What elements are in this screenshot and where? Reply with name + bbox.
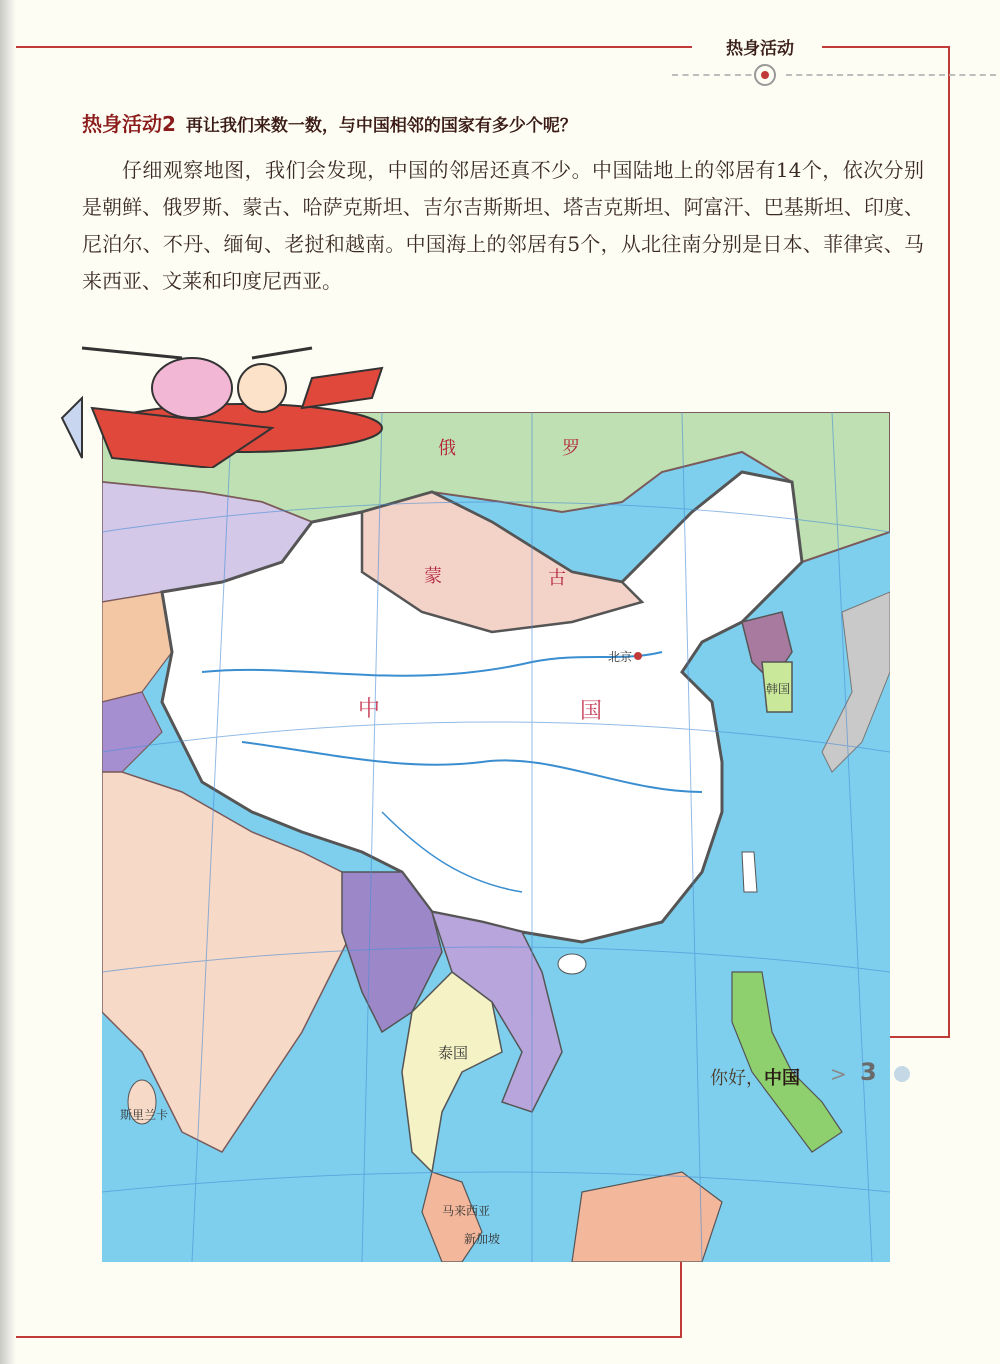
label-malaysia: 马来西亚 (442, 1204, 491, 1218)
activity-question: 再让我们来数一数，与中国相邻的国家有多少个呢？ (185, 116, 577, 136)
activity-heading (82, 108, 577, 137)
frame-top-border (16, 46, 692, 48)
label-korea: 韩国 (766, 682, 791, 696)
page-number: 3 (860, 1058, 877, 1086)
body-paragraph (82, 152, 924, 300)
label-china-1: 中 (358, 697, 383, 722)
book-spine-shadow (0, 0, 16, 1364)
label-mongolia-2: 古 (548, 568, 566, 589)
book-title-main: 中国 (764, 1068, 800, 1089)
page-dot-icon (894, 1066, 910, 1082)
section-tag: 热身活动 (726, 39, 794, 59)
activity-title: 热身活动2 (82, 112, 176, 136)
asia-map (102, 412, 890, 1262)
book-title-prefix: 你好， (710, 1068, 764, 1089)
map-graphic (102, 412, 890, 1262)
frame-top-border-right (822, 46, 950, 48)
book-title (710, 1064, 800, 1090)
label-sri-lanka: 斯里兰卡 (120, 1108, 169, 1122)
frame-right-border (948, 46, 950, 1036)
label-china-2: 国 (580, 699, 605, 724)
label-russia-1: 俄 (438, 438, 456, 459)
cartoon-plane-illustration (52, 318, 392, 468)
label-beijing: 北京 (608, 650, 633, 664)
label-russia-2: 罗 (562, 438, 580, 459)
label-mongolia-1: 蒙 (424, 566, 442, 587)
dashed-divider-right (786, 74, 996, 76)
dashed-divider (672, 74, 762, 76)
chevron-right-icon: > (830, 1062, 847, 1086)
label-thailand: 泰国 (438, 1044, 469, 1062)
target-circle-icon (754, 64, 776, 86)
label-singapore: 新加坡 (464, 1232, 501, 1246)
body-text: 仔细观察地图，我们会发现，中国的邻居还真不少。中国陆地上的邻居有14个，依次分别是朝鲜、俄罗斯、蒙古、哈萨克斯坦、吉尔吉斯斯坦、塔吉克斯坦、阿富汗、巴基斯坦、印度、尼泊尔、不丹、缅甸、老挝和越南。中国海上的邻居有5个，从北往南分别是日本、菲律宾、马来西亚、文莱和印度尼西亚。 (82, 158, 924, 293)
frame-bottom-border (16, 1336, 680, 1338)
